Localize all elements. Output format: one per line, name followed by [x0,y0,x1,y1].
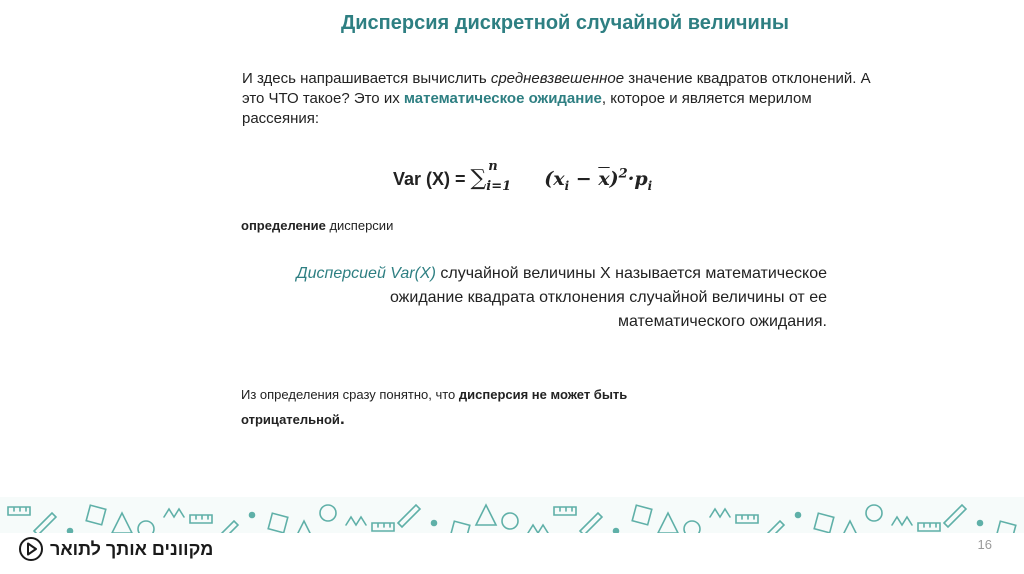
doodle-pattern [0,497,1024,533]
formula-dot: · [627,168,635,190]
definition-label [241,218,393,233]
formula-lower-limit: i=1 [486,179,512,194]
intro-text-3: , которое и является мерилом рассеяния: [242,90,812,127]
logo-text: מקוונים אותך לתואר [50,538,214,559]
definition-label-bold: определение [241,218,326,233]
variance-formula [393,159,653,205]
conclusion-end: . [339,409,345,428]
formula-upper-limit: n [488,159,498,174]
logo [18,535,213,563]
intro-paragraph [242,69,892,129]
definition-label-rest: дисперсии [325,218,394,233]
formula-p: p [634,168,648,190]
slide-title: Дисперсия дискретной случайной величины [341,12,789,34]
formula-xbar: $\overline{x}$ [598,168,610,190]
formula-minus: − [569,168,599,190]
intro-text-1: И здесь напрашивается вычислить [242,70,491,87]
formula-lhs: Var (X) = [393,169,471,189]
formula-limits [486,159,524,195]
formula-term [544,166,653,193]
formula-x: x [553,168,565,190]
formula-p-index: i [647,178,653,193]
conclusion-part1: Из определения сразу понятно, что [241,387,459,402]
conclusion-text [241,383,721,432]
intro-accent: математическое ожидание [403,90,602,107]
formula-power: 2 [618,166,628,182]
intro-emphasis: средневзвешенное [490,70,625,87]
play-circle-icon [18,536,44,562]
formula-close-paren: ) [609,168,619,190]
definition-accent: Дисперсией Var(X) [296,265,436,282]
definition-text [280,262,827,334]
decorative-pattern-band [0,497,1024,533]
formula-sum-symbol: ∑ [470,166,487,191]
intro-text-2: значение квадратов отклонений. А это ЧТО такое? Это их [242,70,871,107]
formula-x-index: i [564,178,570,193]
conclusion-bold: дисперсия не может быть отрицательной [241,387,628,427]
page-number: 16 [977,537,992,552]
formula-open-paren: ( [544,168,554,190]
definition-rest: случайной величины X называется математическое ожидание квадрата отклонения случайной величины от ее математического ожидания. [389,265,827,330]
